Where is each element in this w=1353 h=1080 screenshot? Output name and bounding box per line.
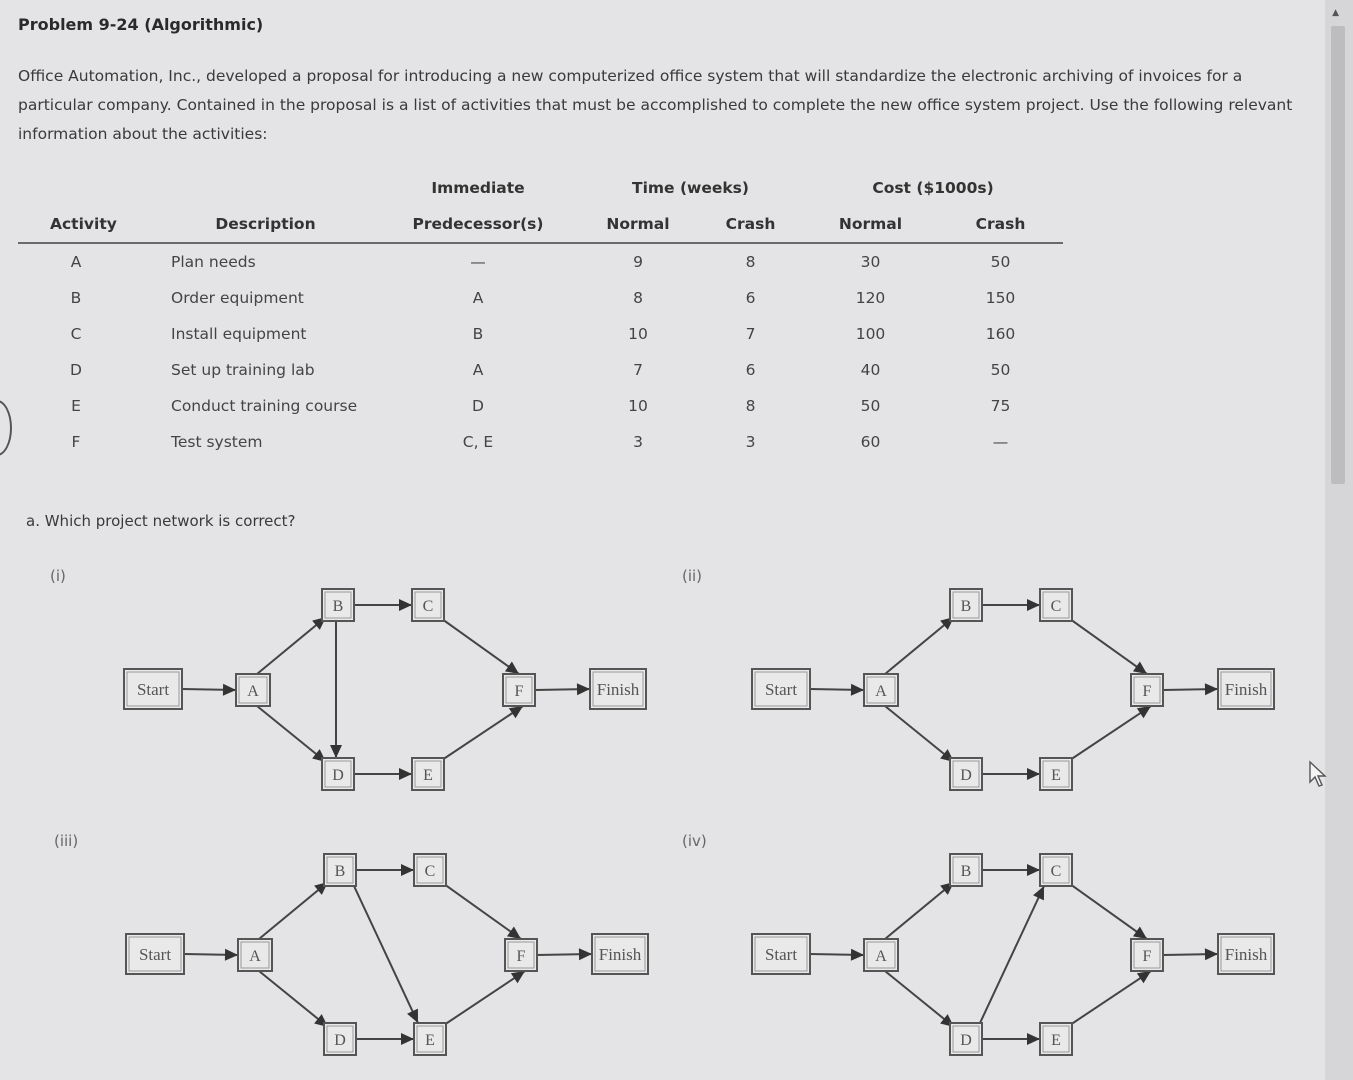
edge-a-b [885,617,954,674]
edge-e-f-head [511,971,525,983]
edge-f-finish-head [579,948,592,960]
edge-b-e [354,886,418,1023]
edge-e-f-head [509,706,523,718]
cell-predecessors: — [470,253,486,271]
node-e [1040,758,1072,790]
node-a [864,939,898,971]
node-e-label: E [425,1032,435,1049]
cell-cost-normal: 60 [860,433,881,451]
cell-time-crash: 8 [745,397,756,415]
node-f-label: F [1142,948,1152,965]
node-d-label: D [334,1032,346,1049]
node-b-label: B [960,598,972,615]
cell-time-normal: 9 [633,253,643,271]
edge-d-e-head [401,1033,414,1045]
cell-cost-crash: 50 [990,253,1011,271]
node-b [950,854,982,886]
cell-description: Order equipment [171,289,304,307]
cell-time-crash: 6 [745,361,756,379]
node-e [414,1023,446,1055]
edge-f-finish-head [577,683,590,695]
node-a-label: A [249,948,261,965]
cell-activity: D [70,361,82,379]
network-option-4[interactable] [752,854,1274,1055]
node-a-label: A [875,948,887,965]
node-c-label: C [422,598,434,615]
cell-cost-normal: 120 [855,289,886,307]
edge-f-finish-head [1205,948,1218,960]
node-f-label: F [516,948,526,965]
edge-c-f-head [1133,927,1147,939]
cell-time-crash: 7 [745,325,756,343]
node-finish-label: Finish [1224,680,1268,699]
node-finish [592,934,648,974]
cell-time-crash: 3 [745,433,756,451]
option-label-i: (i) [50,567,66,585]
header-time-group: Time (weeks) [632,179,749,197]
mouse-cursor-icon [1308,760,1328,790]
node-start [752,669,810,709]
node-c [412,589,444,621]
cell-cost-normal: 100 [855,325,886,343]
node-finish-label: Finish [1224,945,1268,964]
node-a [864,674,898,706]
node-c-label: C [424,863,436,880]
cell-cost-normal: 40 [860,361,881,379]
node-start-label: Start [138,945,172,964]
node-a [238,939,272,971]
edge-a-b [885,882,954,939]
problem-intro: Office Automation, Inc., developed a proposal for introducing a new computerized office system that will standardize the electronic archiving of invoices for a particular company. Contained in the proposal is a list of activities that must be accomplished to complete the new office system project. Use the following relevant information about the activities: [18,67,1293,143]
node-c-label: C [1050,863,1062,880]
cell-time-normal: 8 [633,289,643,307]
cell-time-crash: 6 [745,289,756,307]
cell-description: Set up training lab [171,361,315,379]
edge-a-b [257,617,326,674]
cell-activity: B [70,289,82,307]
node-c [1040,589,1072,621]
node-start [124,669,182,709]
scrollbar-track[interactable] [1325,0,1353,1080]
node-d-label: D [332,767,344,784]
edge-e-f [1070,971,1151,1025]
edge-e-f-head [1137,971,1151,983]
edge-c-f-head [505,662,519,674]
edge-a-d [885,706,954,762]
node-finish-label: Finish [598,945,642,964]
edge-c-f [444,884,521,939]
node-d [324,1023,356,1055]
cell-activity: E [71,397,81,415]
cell-predecessors: A [472,289,484,307]
edge-b-d-head [330,745,342,758]
node-e [412,758,444,790]
cell-cost-normal: 50 [860,397,881,415]
edge-start-a-head [225,949,238,961]
cell-activity: C [70,325,82,343]
option-label-ii: (ii) [682,567,703,585]
edge-e-f [442,706,523,760]
cell-predecessors: D [472,397,484,415]
header-cost-normal: Normal [803,206,938,243]
node-c-label: C [1050,598,1062,615]
node-b-label: B [334,863,346,880]
edge-start-a-head [223,684,236,696]
node-finish-label: Finish [596,680,640,699]
node-d [322,758,354,790]
node-a [236,674,270,706]
edge-a-d [885,971,954,1027]
header-description: Description [153,206,378,243]
edge-d-e-head [399,768,412,780]
edge-c-f [1070,619,1147,674]
header-predecessors: Predecessor(s) [378,206,578,243]
node-finish [590,669,646,709]
edge-b-c-head [1027,864,1040,876]
node-b [950,589,982,621]
scrollbar-thumb[interactable] [1331,26,1345,484]
edge-b-c-head [399,599,412,611]
node-f [503,674,535,706]
header-time-normal: Normal [578,206,698,243]
option-label-iv: (iv) [682,832,707,850]
option-label-iii: (iii) [54,832,79,850]
network-option-2[interactable] [752,589,1274,790]
cell-time-normal: 10 [628,325,648,343]
node-a-label: A [875,683,887,700]
node-d-label: D [960,1032,972,1049]
cell-cost-crash: 50 [990,361,1011,379]
node-f-label: F [1142,683,1152,700]
edge-a-d [257,706,326,762]
header-cost-group: Cost ($1000s) [872,179,994,197]
cell-time-normal: 3 [633,433,643,451]
node-finish [1218,934,1274,974]
network-option-1[interactable] [124,589,646,790]
node-finish [1218,669,1274,709]
edge-a-d [259,971,328,1027]
cell-cost-crash: 150 [985,289,1016,307]
cell-description: Test system [171,433,263,451]
edge-e-f [444,971,525,1025]
header-cost-crash: Crash [938,206,1063,243]
node-c [1040,854,1072,886]
edge-e-f-head [1137,706,1151,718]
node-start-label: Start [764,945,798,964]
cell-description: Plan needs [171,253,256,271]
node-d-label: D [960,767,972,784]
node-f-label: F [514,683,524,700]
scroll-up-icon[interactable]: ▲ [1332,8,1339,18]
cell-description: Conduct training course [171,397,358,415]
node-b [322,589,354,621]
cell-predecessors: C, E [462,433,494,451]
cell-description: Install equipment [171,325,307,343]
header-immediate: Immediate [431,179,525,197]
node-e [1040,1023,1072,1055]
edge-d-c [980,886,1044,1023]
edge-c-f [1070,884,1147,939]
question-text: a. Which project network is correct? [26,512,296,530]
cell-cost-normal: 30 [860,253,881,271]
header-activity: Activity [18,206,153,243]
node-b-label: B [960,863,972,880]
cell-cost-crash: — [992,433,1009,451]
edge-c-f-head [1133,662,1147,674]
cell-activity: A [70,253,82,271]
edge-d-e-head [1027,1033,1040,1045]
cell-time-normal: 10 [628,397,648,415]
cell-activity: F [71,433,81,451]
cell-cost-crash: 160 [985,325,1016,343]
node-e-label: E [423,767,433,784]
node-start [126,934,184,974]
node-f [1131,939,1163,971]
edge-start-a-head [851,949,864,961]
edge-b-c-head [1027,599,1040,611]
edge-a-b [259,882,328,939]
cell-cost-crash: 75 [990,397,1011,415]
edge-f-finish-head [1205,683,1218,695]
node-e-label: E [1051,767,1061,784]
edge-e-f [1070,706,1151,760]
node-d [950,758,982,790]
node-f [1131,674,1163,706]
cell-predecessors: A [472,361,484,379]
header-time-crash: Crash [698,206,803,243]
edge-d-e-head [1027,768,1040,780]
edge-b-c-head [401,864,414,876]
problem-title: Problem 9-24 (Algorithmic) [18,15,264,34]
node-start [752,934,810,974]
cell-time-crash: 8 [745,253,756,271]
node-f [505,939,537,971]
node-start-label: Start [764,680,798,699]
node-start-label: Start [136,680,170,699]
cell-predecessors: B [472,325,484,343]
node-d [950,1023,982,1055]
node-a-label: A [247,683,259,700]
edge-c-f [442,619,519,674]
node-b-label: B [332,598,344,615]
node-b [324,854,356,886]
cell-time-normal: 7 [633,361,643,379]
node-e-label: E [1051,1032,1061,1049]
node-c [414,854,446,886]
edge-start-a-head [851,684,864,696]
edge-c-f-head [507,927,521,939]
network-option-3[interactable] [126,854,648,1055]
